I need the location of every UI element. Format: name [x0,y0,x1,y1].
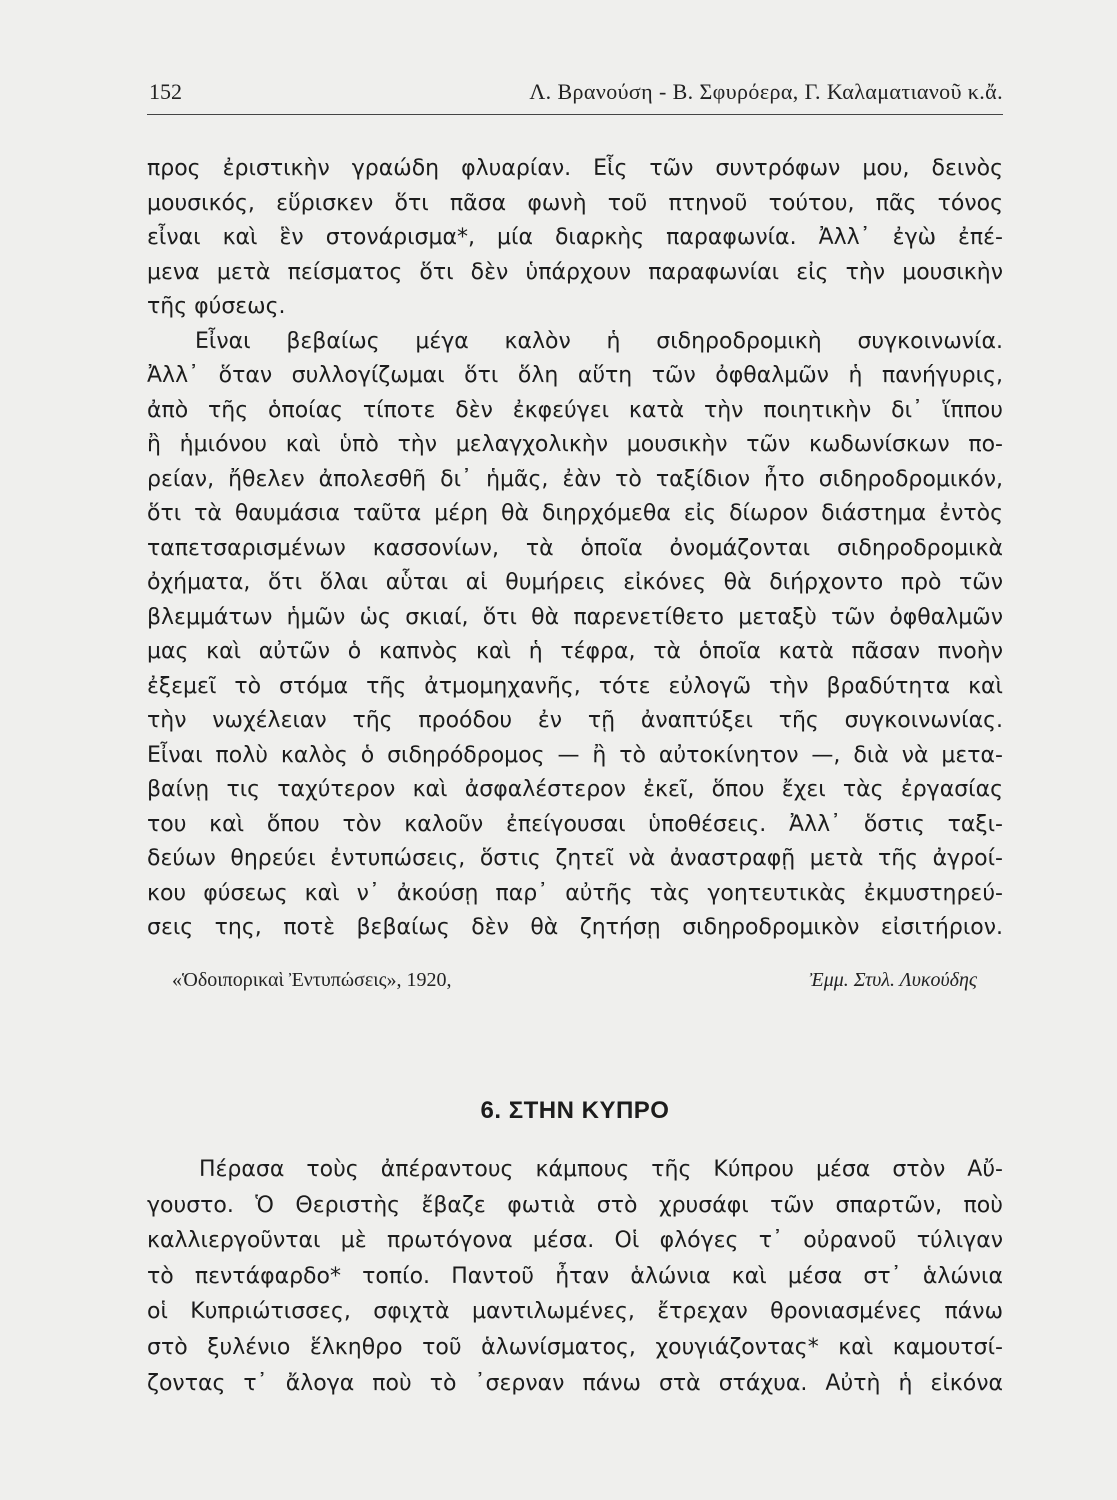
text-line: ὅτι τὰ θαυμάσια ταῦτα μέρη θὰ διηρχόμεθα εἰς δίωρον διάστημα ἐντὸς [147,501,1003,526]
text-line: ἢ ἡμιόνου καὶ ὑπὸ τὴν μελαγχολικὴν μουσικὴν τῶν κωδωνίσκων πο- [147,432,1003,457]
text-line: κου φύσεως καὶ ν᾽ ἀκούσῃ παρ᾽ αὐτῆς τὰς γοητευτικὰς ἐκμυστηρεύ- [147,881,1003,906]
page-number: 152 [149,79,182,104]
citation-author: Ἐμμ. Στυλ. Λυκούδης [809,969,977,991]
text-line: καλλιεργοῦνται μὲ πρωτόγονα μέσα. Οἱ φλόγες τ᾽ οὐρανοῦ τύλιγαν [147,1228,1003,1253]
text-line: τὸ πεντάφαρδο* τοπίο. Παντοῦ ἦταν ἁλώνια καὶ μέσα στ᾽ ἁλώνια [147,1264,1003,1289]
text-line: ὀχήματα, ὅτι ὅλαι αὗται αἱ θυμήρεις εἰκόνες θὰ διήρχοντο πρὸ τῶν [147,570,1003,595]
citation [172,965,977,999]
text-line: ρείαν, ἤθελεν ἀπολεσθῆ δι᾽ ἡμᾶς, ἐὰν τὸ ταξίδιον ἦτο σιδηροδρομικόν, [147,467,1003,492]
text-line: βαίνῃ τις ταχύτερον καὶ ἀσφαλέστερον ἐκεῖ, ὅπου ἔχει τὰς ἐργασίας [147,777,1003,802]
text-line: βλεμμάτων ἡμῶν ὡς σκιαί, ὅτι θὰ παρενετίθετο μεταξὺ τῶν ὀφθαλμῶν [147,605,1003,630]
text-line: τὴν νωχέλειαν τῆς προόδου ἐν τῇ ἀναπτύξει τῆς συγκοινωνίας. [147,708,1003,733]
text-line: ζοντας τ᾽ ἄλογα ποὺ τὸ ᾽σερναν πάνω στὰ στάχυα. Αὐτὴ ἡ εἰκόνα [147,1371,1003,1396]
text-line: Πέρασα τοὺς ἀπέραντους κάμπους τῆς Κύπρου μέσα στὸν Αὔ- [199,1157,1003,1182]
text-line: οἱ Κυπριώτισσες, σφιχτὰ μαντιλωμένες, ἔτρεχαν θρονιασμένες πάνω [147,1299,1003,1324]
text-line: προς ἐριστικὴν γραώδη φλυαρίαν. Εἷς τῶν συντρόφων μου, δεινὸς [147,156,1003,181]
text-line: δεύων θηρεύει ἐντυπώσεις, ὅστις ζητεῖ νὰ ἀναστραφῇ μετὰ τῆς ἀγροί- [147,846,1003,871]
text-line: Εἶναι πολὺ καλὸς ὁ σιδηρόδρομος — ἢ τὸ αὐτοκίνητον —, διὰ νὰ μετα- [147,743,1003,768]
text-line: ταπετσαρισμένων κασσονίων, τὰ ὁποῖα ὀνομάζονται σιδηροδρομικὰ [147,536,1003,561]
text-line: εἶναι καὶ ἓν στονάρισμα*, μία διαρκὴς παραφωνία. Ἀλλ᾽ ἐγὼ ἐπέ- [147,225,1003,250]
text-line: μας καὶ αὐτῶν ὁ καπνὸς καὶ ἡ τέφρα, τὰ ὁποῖα κατὰ πᾶσαν πνοὴν [147,639,1003,664]
text-line: ἐξεμεῖ τὸ στόμα τῆς ἀτμομηχανῆς, τότε εὐλογῶ τὴν βραδύτητα καὶ [147,674,1003,699]
text-line: τῆς φύσεως. [147,294,286,319]
text-line: σεις της, ποτὲ βεβαίως δὲν θὰ ζητήσῃ σιδηροδρομικὸν εἰσιτήριον. [147,915,1003,940]
running-head [147,73,1003,113]
text-line: μενα μετὰ πείσματος ὅτι δὲν ὑπάρχουν παραφωνίαι εἰς τὴν μουσικὴν [147,260,1003,285]
text-line: του καὶ ὅπου τὸν καλοῦν ἐπείγουσαι ὑποθέσεις. Ἀλλ᾽ ὅστις ταξι- [147,812,1003,837]
text-line: Εἶναι βεβαίως μέγα καλὸν ἡ σιδηροδρομικὴ συγκοινωνία. [195,329,1003,354]
text-line: γουστο. Ὁ Θεριστὴς ἔβαζε φωτιὰ στὸ χρυσάφι τῶν σπαρτῶν, ποὺ [147,1193,1003,1218]
citation-source: «Ὁδοιπορικαὶ Ἐντυπώσεις», 1920, [172,969,452,991]
running-head-authors: Λ. Βρανούση - Β. Σφυρόερα, Γ. Καλαματιανοῦ κ.ἄ. [529,79,1003,104]
header-rule [147,114,1003,115]
section-heading: 6. ΣΤΗΝ ΚΥΠΡΟ [480,1097,670,1124]
text-line: ἀπὸ τῆς ὁποίας τίποτε δὲν ἐκφεύγει κατὰ τὴν ποιητικὴν δι᾽ ἵππου [147,398,1003,423]
text-line: Ἀλλ᾽ ὅταν συλλογίζωμαι ὅτι ὅλη αὕτη τῶν ὀφθαλμῶν ἡ πανήγυρις, [147,363,1003,388]
text-line: μουσικός, εὕρισκεν ὅτι πᾶσα φωνὴ τοῦ πτηνοῦ τούτου, πᾶς τόνος [147,191,1003,216]
text-line: στὸ ξυλένιο ἕλκηθρο τοῦ ἁλωνίσματος, χουγιάζοντας* καὶ καμουτσί- [147,1335,1003,1360]
